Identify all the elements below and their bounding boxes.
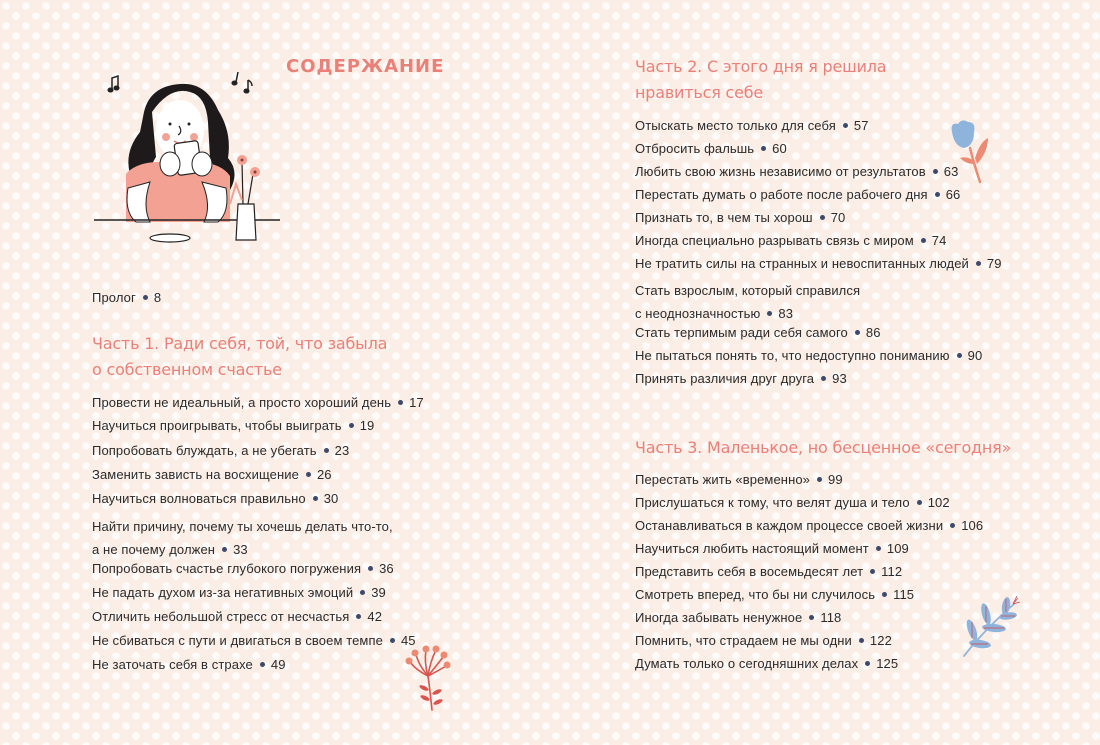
toc-entry[interactable]: Не заточать себя в страхе 49	[92, 657, 286, 672]
bullet-dot	[356, 614, 361, 619]
bullet-dot	[855, 330, 860, 335]
bullet-dot	[882, 592, 887, 597]
toc-entry[interactable]: Провести не идеальный, а просто хороший день 17	[92, 395, 424, 410]
bullet-dot	[767, 311, 772, 316]
entry-title: Пролог	[92, 290, 136, 305]
bullet-dot	[324, 448, 329, 453]
bullet-dot	[870, 569, 875, 574]
toc-entry-prologue[interactable]	[92, 290, 161, 306]
toc-entry[interactable]: Признать то, в чем ты хорош 70	[635, 210, 846, 225]
toc-entry[interactable]: Не падать духом из-за негативных эмоций 39	[92, 585, 386, 600]
toc-entry[interactable]: Прислушаться к тому, что велят душа и тело 102	[635, 495, 950, 510]
toc-entry[interactable]: Иногда специально разрывать связь с миром 74	[635, 233, 947, 248]
toc-entry[interactable]: Перестать жить «временно» 99	[635, 472, 843, 487]
toc-entry[interactable]: Стать терпимым ради себя самого 86	[635, 325, 881, 340]
toc-entry[interactable]: Не сбиваться с пути и двигаться в своем темпе 45	[92, 633, 416, 648]
bullet-dot	[143, 295, 148, 300]
bullet-dot	[761, 146, 766, 151]
toc-entry[interactable]: Заменить зависть на восхищение 26	[92, 467, 332, 482]
toc-entry[interactable]: Смотреть вперед, что бы ни случилось 115	[635, 587, 915, 602]
toc-entry[interactable]: Помнить, что страдаем не мы одни 122	[635, 633, 892, 648]
part-2-heading: Часть 2. С этого дня я решила нравиться себе	[635, 57, 887, 102]
bullet-dot	[260, 662, 265, 667]
toc-entry[interactable]: Научиться проигрывать, чтобы выиграть 19	[92, 418, 375, 433]
entry-page: 8	[153, 290, 162, 305]
blue-branch-icon	[958, 594, 1022, 660]
toc-title: СОДЕРЖАНИЕ	[286, 56, 445, 77]
bullet-dot	[957, 353, 962, 358]
toc-entry[interactable]: Научиться любить настоящий момент 109	[635, 541, 909, 556]
toc-entry[interactable]: Попробовать счастье глубокого погружения 36	[92, 561, 394, 576]
toc-entry[interactable]: Попробовать блуждать, а не убегать 23	[92, 443, 350, 458]
bullet-dot	[976, 261, 981, 266]
toc-entry[interactable]: Думать только о сегодняшних делах 125	[635, 656, 899, 671]
bullet-dot	[817, 477, 822, 482]
toc-entry[interactable]: Останавливаться в каждом процессе своей жизни 106	[635, 518, 984, 533]
bullet-dot	[360, 590, 365, 595]
bullet-dot	[821, 376, 826, 381]
bullet-dot	[390, 638, 395, 643]
bullet-dot	[368, 566, 373, 571]
bullet-dot	[843, 123, 848, 128]
bullet-dot	[398, 400, 403, 405]
bullet-dot	[933, 169, 938, 174]
bullet-dot	[935, 192, 940, 197]
toc-entry[interactable]: Любить свою жизнь независимо от результатов 63	[635, 164, 959, 179]
coral-sprig-icon	[402, 640, 452, 712]
bullet-dot	[313, 496, 318, 501]
bullet-dot	[820, 215, 825, 220]
tulip-icon	[946, 118, 992, 184]
bullet-dot	[809, 615, 814, 620]
toc-entry[interactable]: Отбросить фальшь 60	[635, 141, 787, 156]
bullet-dot	[950, 523, 955, 528]
right-page	[550, 0, 1100, 745]
part-1-heading: Часть 1. Ради себя, той, что забыла о собственном счастье	[92, 334, 388, 379]
bullet-dot	[921, 238, 926, 243]
part-3-heading: Часть 3. Маленькое, но бесценное «сегодня»	[635, 438, 1012, 457]
toc-entry[interactable]: Стать взрослым, который справился с неоднозначностью 83	[635, 283, 861, 321]
toc-entry[interactable]: Представить себя в восемьдесят лет 112	[635, 564, 903, 579]
bullet-dot	[222, 547, 227, 552]
toc-entry[interactable]: Отличить небольшой стресс от несчастья 42	[92, 609, 383, 624]
toc-entry[interactable]: Научиться волноваться правильно 30	[92, 491, 339, 506]
bullet-dot	[917, 500, 922, 505]
bullet-dot	[876, 546, 881, 551]
bullet-dot	[349, 423, 354, 428]
toc-entry[interactable]: Иногда забывать ненужное 118	[635, 610, 842, 625]
toc-entry[interactable]: Не тратить силы на странных и невоспитанных людей 79	[635, 256, 1002, 271]
toc-entry[interactable]: Перестать думать о работе после рабочего дня 66	[635, 187, 961, 202]
bullet-dot	[865, 661, 870, 666]
woman-with-cup-illustration	[90, 62, 290, 247]
bullet-dot	[306, 472, 311, 477]
toc-entry[interactable]: Отыскать место только для себя 57	[635, 118, 869, 133]
toc-entry[interactable]: Принять различия друг друга 93	[635, 371, 847, 386]
bullet-dot	[859, 638, 864, 643]
toc-entry[interactable]: Не пытаться понять то, что недоступно пониманию 90	[635, 348, 983, 363]
toc-entry[interactable]: Найти причину, почему ты хочешь делать что-то, а не почему должен 33	[92, 519, 393, 557]
